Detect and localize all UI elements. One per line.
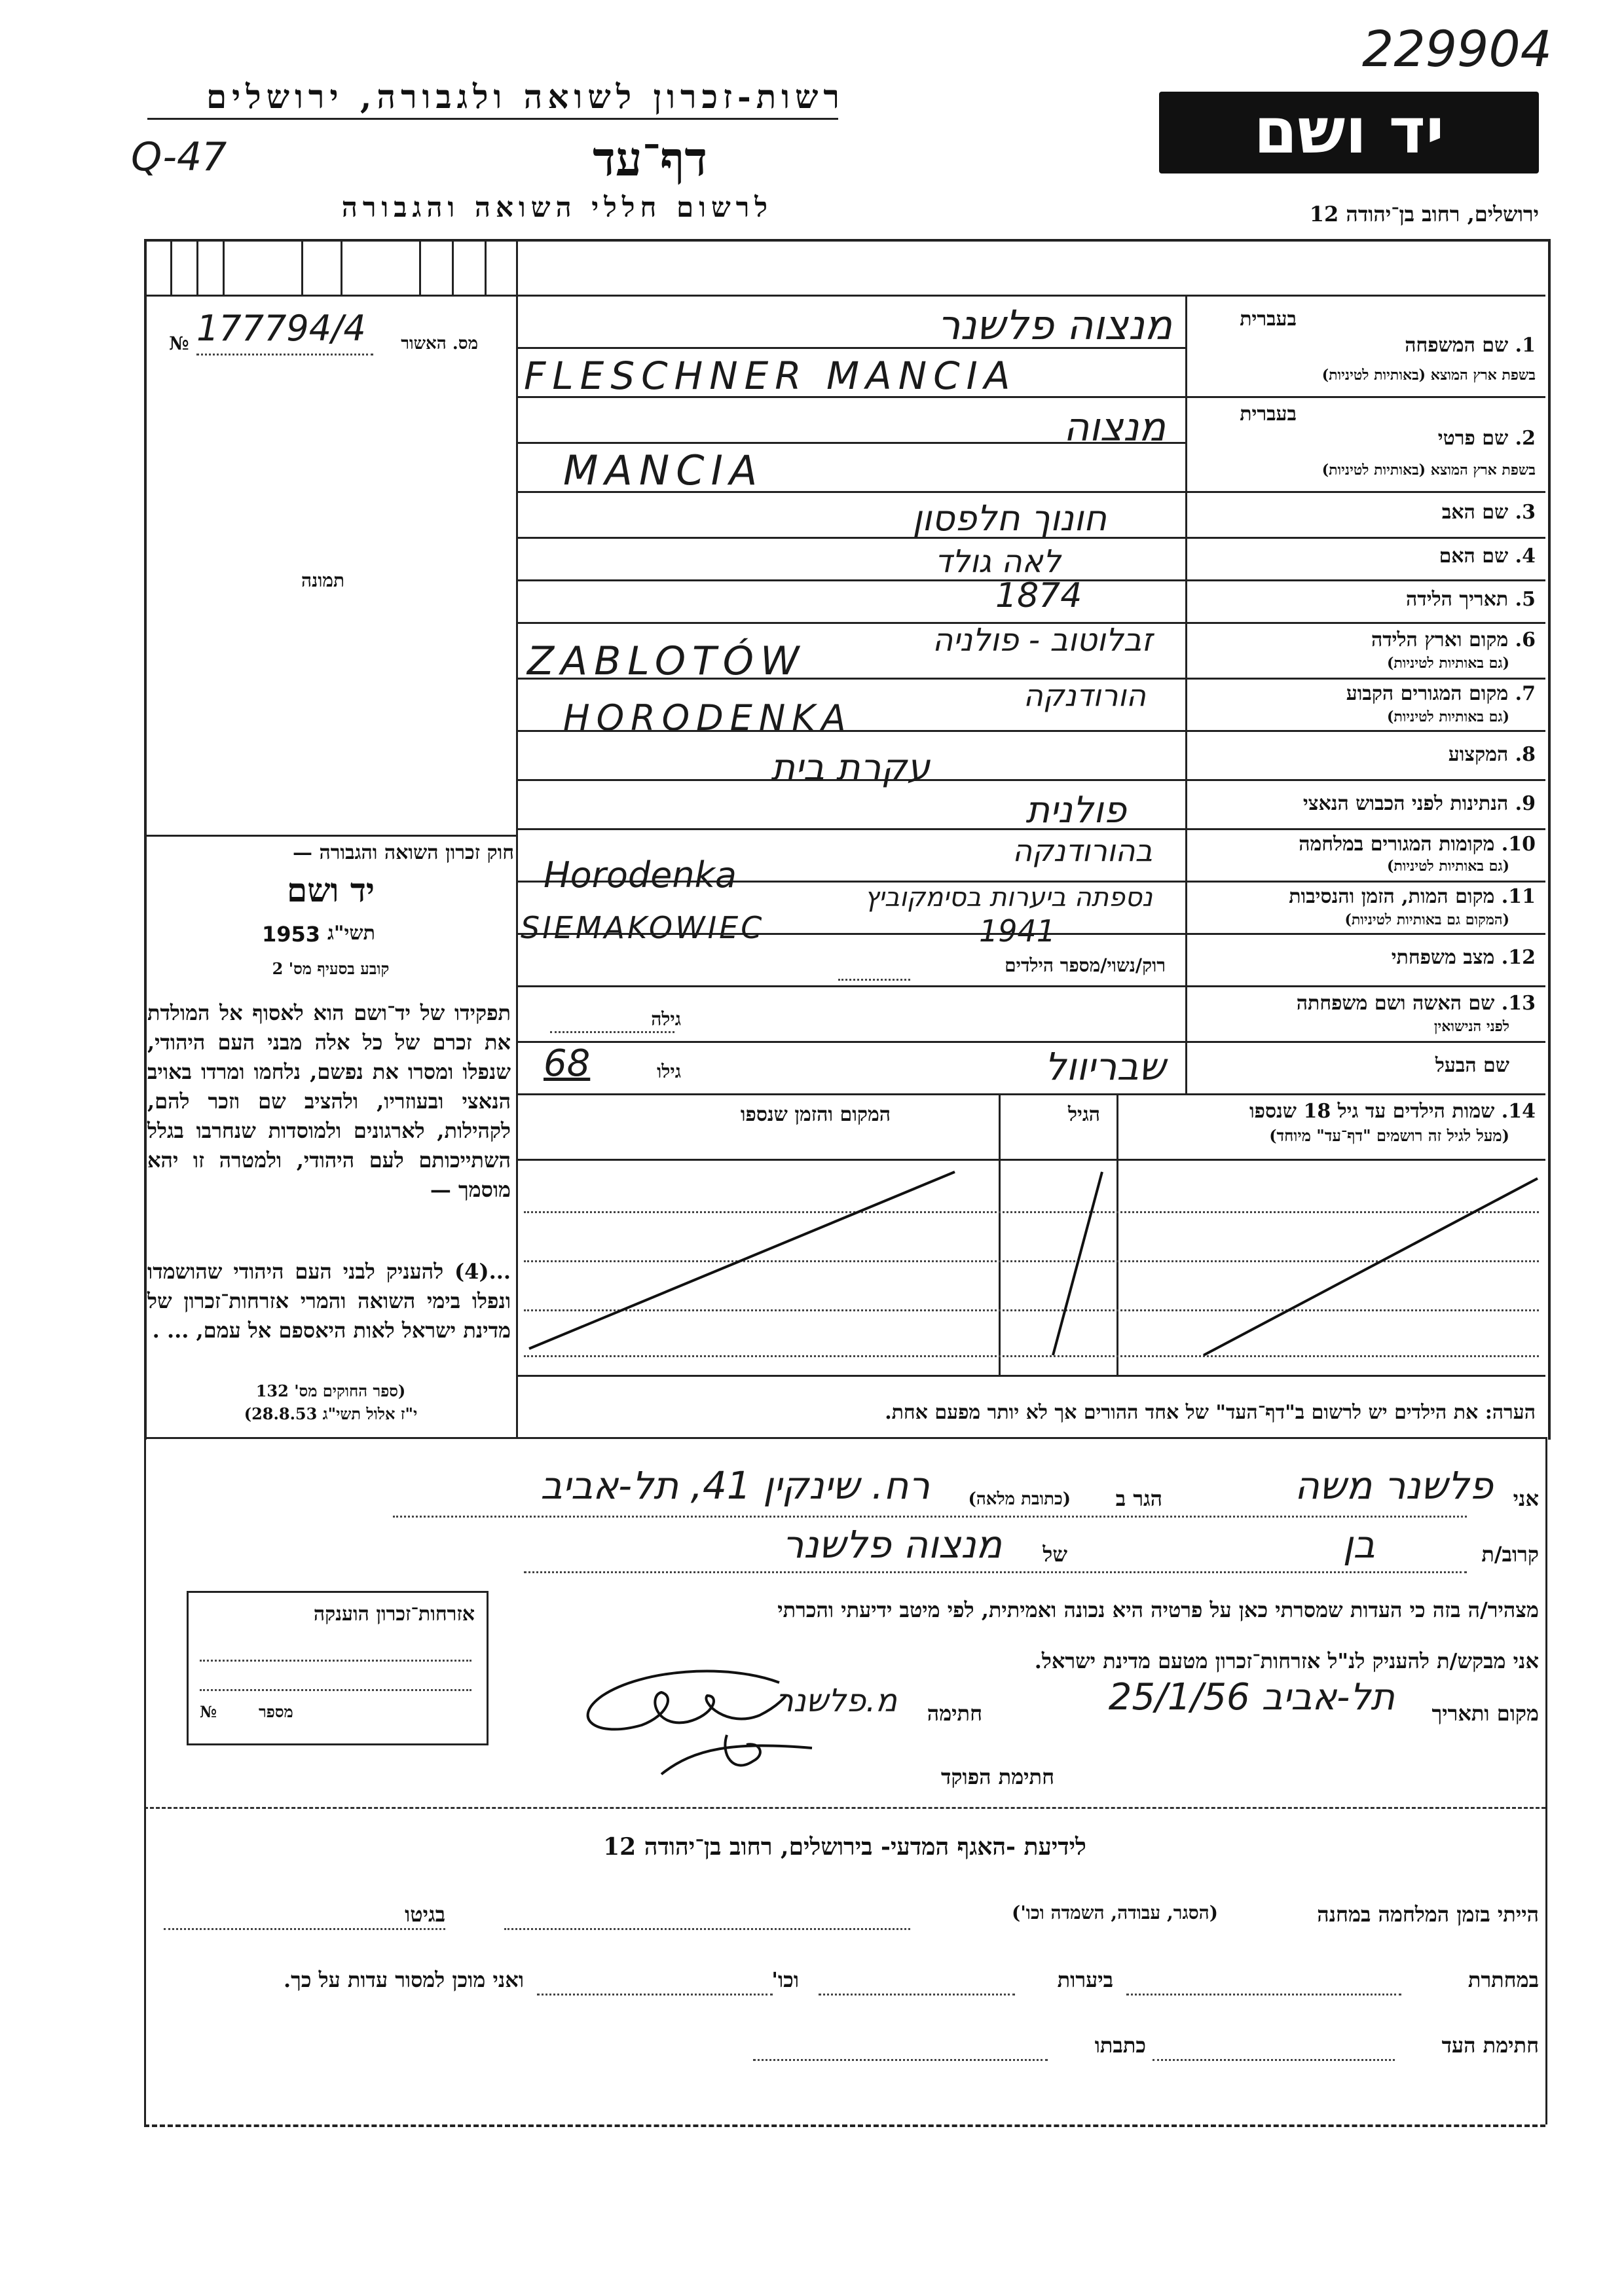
field-4-label: 4. שם האם [1439, 545, 1536, 568]
field-10-label: 10. מקומות המגורים במלחמה [1299, 833, 1536, 856]
field-9-label: 9. הנתינות לפני הכבוש הנאצי [1302, 792, 1536, 815]
field-2-hebrew-value: מנצוה [1063, 405, 1166, 450]
place-date-value: תל-אביב 25/1/56 [1108, 1676, 1395, 1719]
children-col-place: המקום והזמן שנספו [740, 1103, 891, 1126]
footer-witness-signature: חתימת העד [1441, 2033, 1539, 2058]
field-1-hebrew-value: מנצוה פלשנר [937, 301, 1172, 349]
footer-line2-underground: במחתרת [1467, 1967, 1539, 1992]
form-title: דף־עד [593, 131, 707, 187]
relative-label: קרוב/ת [1481, 1542, 1539, 1567]
field-13-sub: לפני הנישואין [1433, 1018, 1509, 1035]
law-name: יד ושם [287, 871, 375, 909]
header-address: ירושלים, רחוב בן־יהודה 12 [1309, 202, 1539, 227]
declaration-text: מצהיר/ה בזה כי העדות שמסרתי כאן על פרטיה היא נכונה ואמיתית, לפי מיטב ידיעתי והכרתי [777, 1597, 1539, 1622]
relation-value: בן [1342, 1522, 1375, 1567]
footer-line2-etc: וכו' [771, 1967, 799, 1992]
field-2-latin-value: MANCIA [563, 446, 764, 494]
declarant-i-label: אני [1513, 1486, 1539, 1511]
logo [1159, 92, 1539, 173]
footer-line1-camp: הייתי בזמן המלחמה במחנה [1317, 1902, 1539, 1927]
declarant-resides-label: הגר ב [1115, 1486, 1162, 1511]
field-3-value: חונוך חלפסון [912, 498, 1107, 539]
field-5-value: 1874 [995, 576, 1082, 615]
field-2-sub: בשפת ארץ המוצא (באותיות לטיניות) [1321, 462, 1536, 479]
law-title: חוק זכרון השואה והגבורה — [293, 841, 514, 864]
signature-name: מ.פלשנר [775, 1683, 897, 1719]
field-1-latin-value: FLESCHNER MANCIA [524, 354, 1017, 398]
field-11-hebrew-value: נספתה ביערות בסימקוביץ [864, 883, 1153, 913]
declarant-name: פלשנר משה [1294, 1463, 1493, 1508]
field-7-latin-value: HORODENKA [563, 697, 853, 738]
field-2-label: 2. שם פרטי [1437, 427, 1536, 450]
field-6-hebrew-value: זבלוטוב - פולניה [932, 622, 1153, 659]
archive-number: 229904 [1362, 20, 1553, 78]
husband-age-label: גילו [657, 1061, 681, 1082]
field-13-label: 13. שם האשה ושם משפחתה [1296, 992, 1536, 1015]
field-10-hebrew-value: בהורודנקה [1012, 833, 1153, 868]
law-text-2: ...(4) להעניק לבני העם היהודי שהושמדו ונפלו בימי השואה והמרי אזרחות־זכרון של מדינת ישראל לאות היאספם אל עמם, ... . [147, 1259, 511, 1343]
children-col-age: הגיל [1067, 1103, 1100, 1126]
declarant-address-note: (כתובת מלאה) [968, 1489, 1071, 1509]
children-sub: (מעל לגיל זה רושמים "דף־עד" מיוחד) [1269, 1126, 1509, 1145]
handwritten-code: Q-47 [131, 134, 227, 180]
field-11-label: 11. מקום המות, הזמן והנסיבות [1289, 885, 1536, 908]
footer-line1-ghetto: בגיטו [405, 1902, 445, 1927]
field-1-sub: בשפת ארץ המוצא (באותיות לטיניות) [1321, 367, 1536, 384]
declarant-address: רח. שינקין 41, תל-אביב [540, 1463, 930, 1508]
field-10-sub: (גם באותיות לטיניות) [1386, 858, 1509, 875]
law-clause: קובע בסעיף מס' 2 [272, 959, 390, 978]
field-11-sub: (המקום גם באותיות לטיניות) [1344, 911, 1509, 928]
photo-label: תמונה [301, 570, 345, 591]
footer-heading: לידיעת -האגף המדעי- בירושלים, רחוב בן־יהודה 12 [603, 1833, 1086, 1861]
footer-line1-types: (הסגר, עבודה, השמדה וכו') [1011, 1902, 1218, 1923]
husband-label: שם הבעל [1435, 1054, 1509, 1077]
form-subtitle: לרשום חללי השואה והגבורה [341, 191, 773, 223]
field-5-label: 5. תאריך הלידה [1406, 588, 1536, 611]
children-strike-lines [516, 1159, 1545, 1375]
footer-address: כתבתו [1094, 2033, 1146, 2058]
field-9-value: פולנית [1025, 789, 1126, 831]
law-year-heb: תשי"ג [327, 922, 375, 945]
law-date: י"ז אלול תשי"ג 28.8.53) [244, 1404, 418, 1423]
field-6-latin-value: ZABLOTÓW [527, 638, 806, 684]
field-1-label: 1. שם המשפחה [1405, 334, 1536, 357]
field-11-latin-value: SIEMAKOWIEC [521, 910, 765, 945]
field-3-label: 3. שם האב [1441, 501, 1536, 524]
label-column-divider [1185, 295, 1187, 1093]
field-8-label: 8. המקצוע [1448, 743, 1536, 766]
certificate-label: מס. האשור [401, 334, 478, 354]
in-hebrew-label-2: בעברית [1240, 403, 1297, 426]
footer-line2-forests: ביערות [1057, 1967, 1113, 1992]
relative-of-label: של [1043, 1542, 1067, 1567]
footer-bottom-rule [144, 2124, 1545, 2127]
husband-age: 68 [544, 1042, 591, 1085]
footer-line2-ready: ואני מוכן למסור עדות על כך. [283, 1967, 524, 1992]
officer-signature-label: חתימת הפוקד [941, 1764, 1054, 1789]
husband-value: שבריוול [1044, 1044, 1166, 1089]
officer-signature-scribble [655, 1728, 825, 1787]
header-rule [147, 118, 838, 120]
request-text: אני מבקש/ת להעניק לנ"ל אזרחות־זכרון מטעם מדינת ישראל. [1034, 1649, 1539, 1673]
certificate-number-sign: № [169, 333, 189, 354]
field-7-hebrew-value: הורודנקה [1023, 678, 1146, 713]
field-11-year: 1941 [979, 913, 1056, 949]
signature-label: חתימה [927, 1701, 982, 1726]
strike-line-place [529, 1172, 955, 1349]
law-text: תפקידו של יד־ושם הוא לאסוף אל המולדת את זכרם של כל אלה מבני העם היהודי, שנפלו ומסרו את נפשם, נלחמו ומרדו באויב הנאצי ובעוזריו, ולהציב שם וזכר להם, לקהילות, לארגונים ולמוסדות שנחרבו בגלל השתייכותם לעם היהודי, ולמטרה זו יהא מוסמך — [147, 1000, 511, 1202]
in-hebrew-label-1: בעברית [1240, 308, 1297, 331]
field-4-value: לאה גולד [934, 543, 1061, 580]
relative-of-value: מנצוה פלשנר [782, 1522, 1002, 1567]
field-7-sub: (גם באותיות לטיניות) [1386, 708, 1509, 725]
field-12-inline: רוק/נשוי/מספר הילדים [1005, 955, 1166, 976]
authority-title: רשות-זכרון לשואה ולגבורה, ירושלים [206, 77, 845, 116]
certificate-number: 177794/4 [196, 308, 366, 349]
field-6-sub: (גם באותיות לטיניות) [1386, 655, 1509, 672]
strike-line-name [1204, 1178, 1538, 1355]
place-date-label: מקום ותאריך [1431, 1701, 1539, 1726]
field-12-label: 12. מצב משפחתי [1391, 946, 1536, 969]
citizenship-number-label: מספר [259, 1702, 293, 1721]
field-6-label: 6. מקום וארץ הלידה [1371, 629, 1536, 651]
wife-age-label: גילה [651, 1008, 681, 1030]
field-7-label: 7. מקום המגורים הקבוע [1346, 682, 1536, 705]
footer-dashed-rule [144, 1807, 1545, 1809]
strike-line-age [1053, 1172, 1102, 1355]
children-label: 14. שמות הילדים עד גיל 18 שנספו [1249, 1100, 1536, 1123]
field-10-latin-value: Horodenka [544, 854, 737, 896]
citizenship-number-sign: № [200, 1702, 217, 1721]
law-source: (ספר החוקים מס' 132 [255, 1381, 406, 1400]
law-year: 1953 [262, 922, 321, 947]
logo-text: יד ושם [1253, 94, 1445, 168]
field-8-value: עקרת בית [771, 746, 930, 789]
citizenship-box-title: אזרחות־זכרון הוענקה [313, 1603, 475, 1626]
children-note: הערה: את הילדים יש לרשום ב"דף־העד" של אחד ההורים אך לא יותר מפעם אחת. [885, 1401, 1536, 1424]
